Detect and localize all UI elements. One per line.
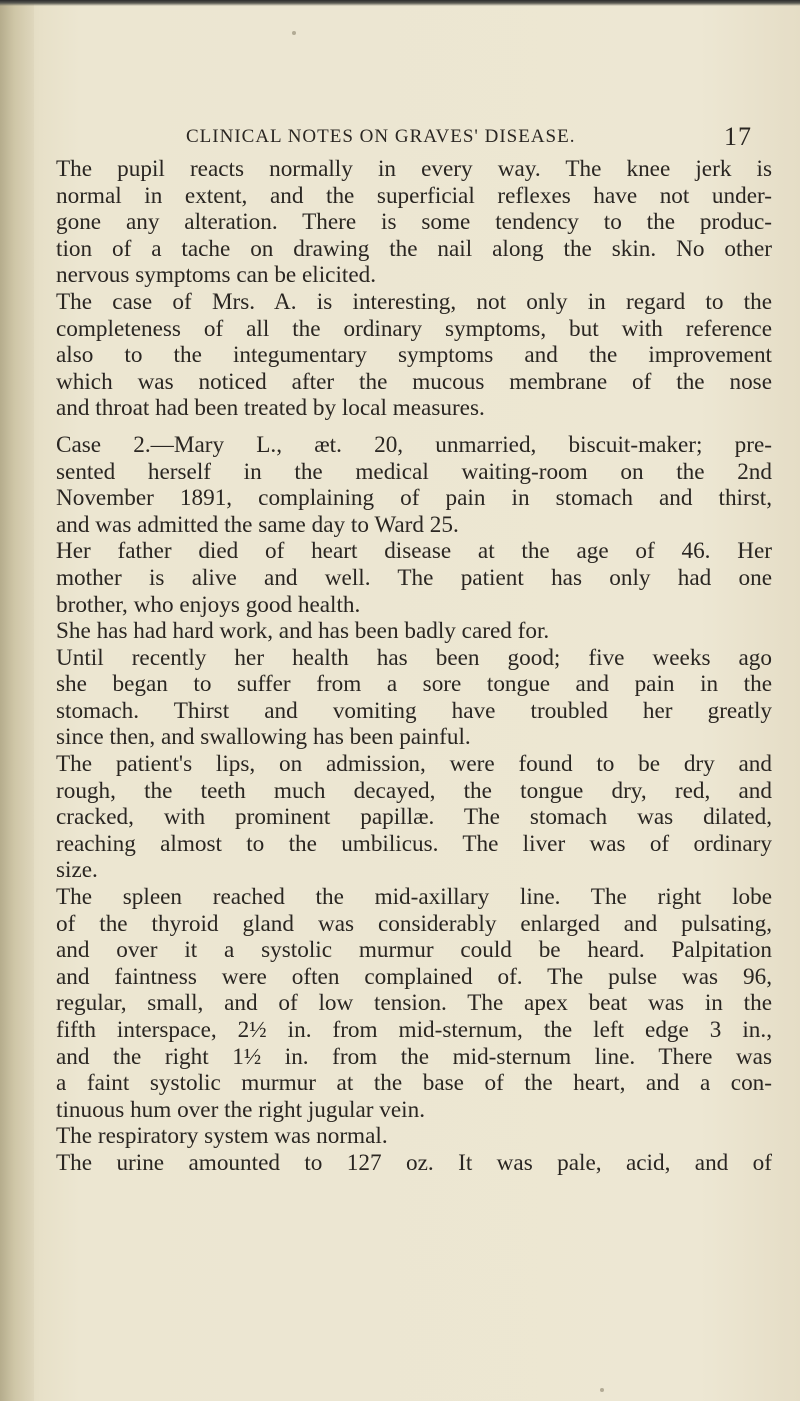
- text-line: cracked, with prominent papillæ. The stomach was dilated,: [56, 804, 772, 831]
- text-line: and faintness were often complained of. The pulse was 96,: [56, 963, 772, 990]
- text-line: reaching almost to the umbilicus. The liver was of ordinary: [56, 830, 772, 857]
- text-line: rough, the teeth much decayed, the tongue dry, red, and: [56, 777, 772, 804]
- text-line: since then, and swallowing has been painful.: [56, 724, 471, 751]
- text-line: The spleen reached the mid-axillary line. The right lobe: [56, 884, 772, 911]
- text-line: she began to suffer from a sore tongue and pain in the: [56, 671, 772, 698]
- paper-fleck: [600, 1388, 604, 1392]
- text-line: Case 2.—Mary L., æt. 20, unmarried, biscuit-maker; pre-: [56, 431, 772, 458]
- text-line: mother is alive and well. The patient has only had one: [56, 564, 772, 591]
- text-line: and throat had been treated by local measures.: [56, 395, 485, 422]
- text-line: The urine amounted to 127 oz. It was pale, acid, and of: [56, 1149, 772, 1176]
- text-line: The respiratory system was normal.: [56, 1123, 388, 1150]
- paragraph-gap: [56, 422, 772, 432]
- paragraph: [56, 289, 772, 422]
- body-text: [56, 156, 772, 1177]
- text-line: and over it a systolic murmur could be heard. Palpitation: [56, 937, 772, 964]
- text-line: regular, small, and of low tension. The apex beat was in the: [56, 990, 772, 1017]
- text-line: The case of Mrs. A. is interesting, not only in regard to the: [56, 288, 772, 315]
- text-line: gone any alteration. There is some tendency to the produc-: [56, 209, 772, 236]
- text-line: Her father died of heart disease at the age of 46. Her: [56, 538, 772, 565]
- text-line: fifth interspace, 2½ in. from mid-sternum, the left edge 3 in.,: [56, 1017, 772, 1043]
- text-line: November 1891, complaining of pain in stomach and thirst,: [56, 485, 772, 512]
- text-line: and the right 1½ in. from the mid-sternum line. There was: [56, 1043, 772, 1070]
- text-line: which was noticed after the mucous membrane of the nose: [56, 368, 772, 395]
- text-line: brother, who enjoys good health.: [56, 591, 361, 618]
- paragraph: [56, 538, 772, 618]
- paragraph: [56, 432, 772, 538]
- text-line: a faint systolic murmur at the base of the heart, and a con-: [56, 1070, 772, 1097]
- text-line: completeness of all the ordinary symptoms, but with reference: [56, 315, 772, 342]
- paragraph: [56, 645, 772, 751]
- paragraph: [56, 884, 772, 1123]
- paragraph: [56, 751, 772, 884]
- text-line: stomach. Thirst and vomiting have troubled her greatly: [56, 697, 772, 724]
- paragraph: [56, 156, 772, 289]
- paragraph: [56, 618, 772, 645]
- text-line: of the thyroid gland was considerably enlarged and pulsating,: [56, 910, 772, 937]
- running-header: [186, 122, 752, 154]
- text-line: also to the integumentary symptoms and the improvement: [56, 342, 772, 369]
- text-line: nervous symptoms can be elicited.: [56, 262, 377, 289]
- text-line: normal in extent, and the superficial reflexes have not under-: [56, 182, 772, 209]
- text-line: and was admitted the same day to Ward 25.: [56, 511, 459, 538]
- top-edge-shadow: [0, 0, 800, 6]
- text-line: tion of a tache on drawing the nail along the skin. No other: [56, 235, 772, 262]
- text-line: The pupil reacts normally in every way. The knee jerk is: [56, 156, 772, 182]
- text-line: She has had hard work, and has been badly cared for.: [56, 618, 550, 645]
- running-title: CLINICAL NOTES ON GRAVES' DISEASE.: [186, 126, 576, 147]
- text-line: The patient's lips, on admission, were found to be dry and: [56, 751, 772, 778]
- text-line: Until recently her health has been good; five weeks ago: [56, 644, 772, 671]
- text-line: size.: [56, 857, 98, 884]
- text-line: tinuous hum over the right jugular vein.: [56, 1096, 426, 1123]
- paragraph: [56, 1123, 772, 1150]
- book-spine-shadow: [0, 0, 34, 1401]
- text-line: sented herself in the medical waiting-room on the 2nd: [56, 458, 772, 485]
- paper-fleck: [292, 31, 296, 35]
- page-number: 17: [724, 122, 752, 151]
- paragraph: [56, 1150, 772, 1177]
